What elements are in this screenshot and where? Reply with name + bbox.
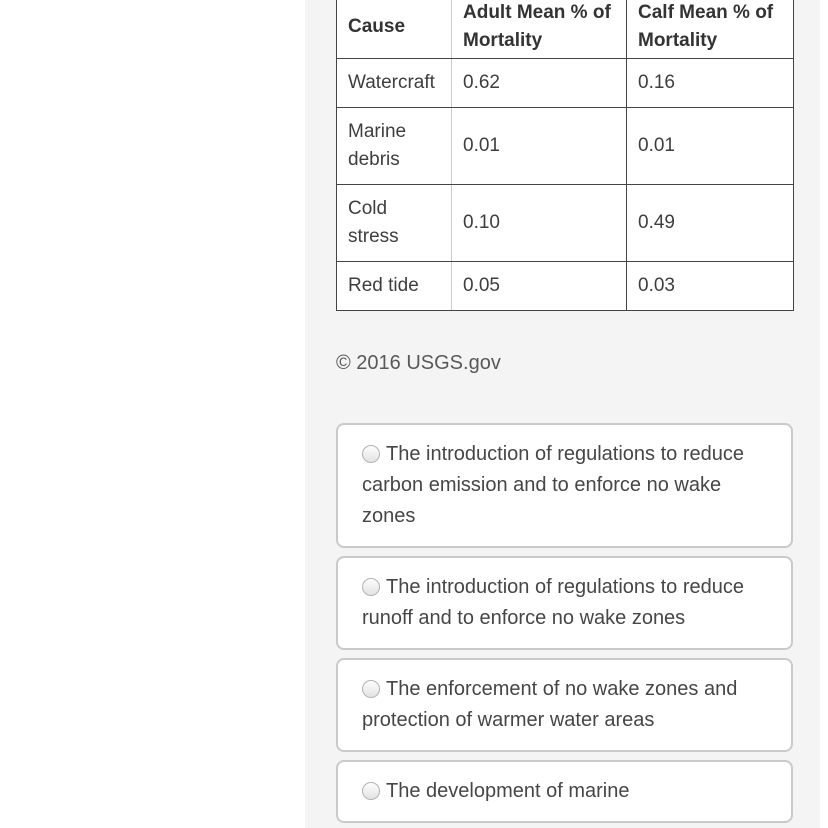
column-header-cause: Cause — [337, 0, 452, 59]
cell-cause: Cold stress — [337, 185, 452, 262]
cell-calf: 0.01 — [627, 108, 794, 185]
mortality-table — [336, 0, 794, 311]
cell-adult: 0.05 — [452, 262, 627, 311]
radio-button-icon[interactable] — [362, 680, 380, 698]
answer-option-3[interactable] — [336, 658, 793, 752]
answer-option-1[interactable] — [336, 423, 793, 548]
cell-cause: Watercraft — [337, 59, 452, 108]
answer-option-label: The development of marine — [386, 780, 630, 802]
cell-cause: Marine debris — [337, 108, 452, 185]
answer-option-2[interactable] — [336, 556, 793, 650]
cell-adult: 0.10 — [452, 185, 627, 262]
answer-options — [336, 423, 793, 823]
radio-button-icon[interactable] — [362, 445, 380, 463]
column-header-adult-mortality: Adult Mean % of Mortality — [452, 0, 627, 59]
table-row — [337, 108, 794, 185]
table-header-row — [337, 0, 794, 59]
question-panel — [305, 0, 820, 828]
cell-adult: 0.62 — [452, 59, 627, 108]
attribution: © 2016 USGS.gov — [336, 352, 501, 374]
answer-option-label: The introduction of regulations to reduce runoff and to enforce no wake zones — [362, 576, 744, 629]
table-row — [337, 59, 794, 108]
radio-button-icon[interactable] — [362, 578, 380, 596]
table-row — [337, 185, 794, 262]
table-row — [337, 262, 794, 311]
cell-adult: 0.01 — [452, 108, 627, 185]
cell-calf: 0.03 — [627, 262, 794, 311]
answer-option-label: The introduction of regulations to reduce carbon emission and to enforce no wake zones — [362, 443, 744, 527]
column-header-calf-mortality: Calf Mean % of Mortality — [627, 0, 794, 59]
cell-calf: 0.16 — [627, 59, 794, 108]
answer-option-4[interactable] — [336, 760, 793, 823]
panel-content — [305, 0, 820, 823]
cell-cause: Red tide — [337, 262, 452, 311]
answer-option-label: The enforcement of no wake zones and protection of warmer water areas — [362, 678, 738, 731]
radio-button-icon[interactable] — [362, 782, 380, 800]
cell-calf: 0.49 — [627, 185, 794, 262]
